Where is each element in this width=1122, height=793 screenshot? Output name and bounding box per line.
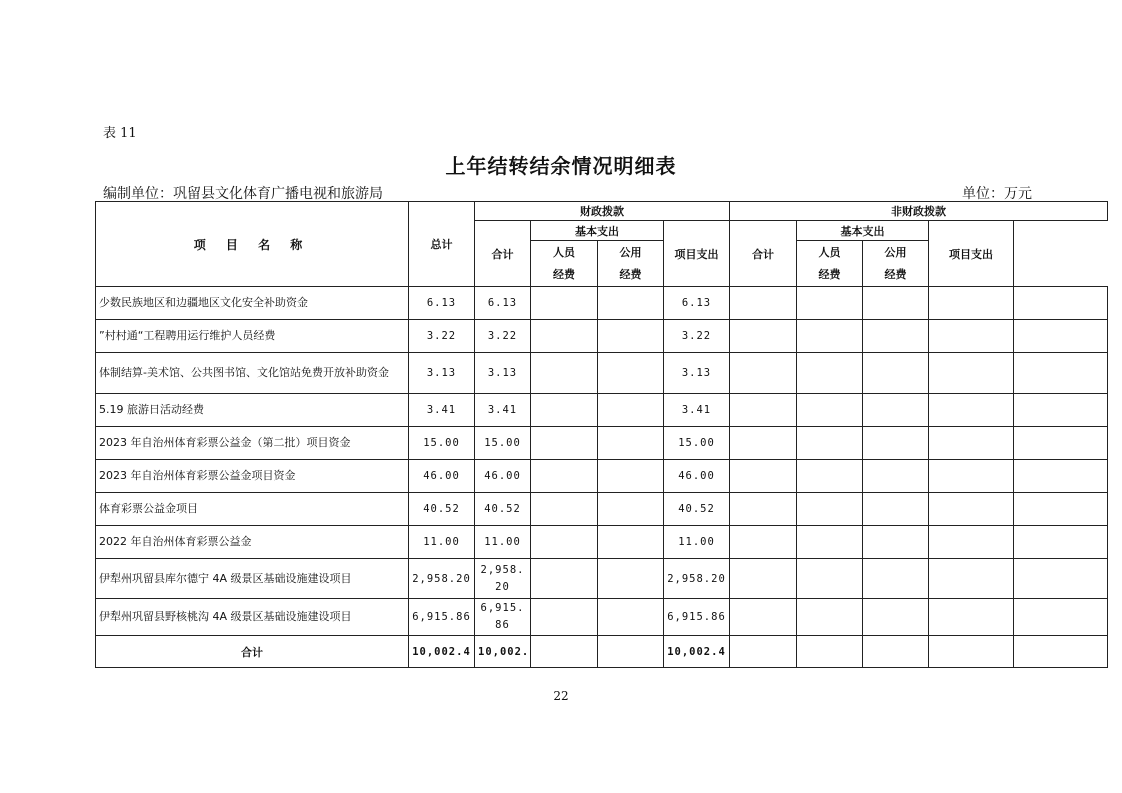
- compiling-unit: 编制单位：巩留县文化体育广播电视和旅游局: [103, 186, 383, 202]
- row-sum: 15.00: [475, 427, 531, 460]
- row-project: 3.41: [664, 394, 730, 427]
- row-total: 2,958.20: [409, 559, 475, 599]
- row-total: 15.00: [409, 427, 475, 460]
- row-sum: 46.00: [475, 460, 531, 493]
- row-total: 6,915.86: [409, 599, 475, 636]
- row-sum: 3.22: [475, 320, 531, 353]
- document-title: 上年结转结余情况明细表: [445, 154, 677, 178]
- row-name: 体制结算-美术馆、公共图书馆、文化馆站免费开放补助资金: [96, 353, 409, 394]
- header-nonfiscal: 非财政拨款: [730, 202, 1108, 221]
- row-project: 11.00: [664, 526, 730, 559]
- header-nonfiscal-basic: 基本支出: [797, 221, 929, 241]
- row-sum: 3.41: [475, 394, 531, 427]
- row-project: 3.22: [664, 320, 730, 353]
- table-row: [96, 559, 1108, 599]
- header-fiscal-project: 项目支出: [664, 221, 730, 287]
- carryover-table: [95, 201, 1108, 668]
- table-row: [96, 599, 1108, 636]
- header-fiscal-public: 公用 经费: [598, 241, 664, 287]
- row-sum: 6.13: [475, 287, 531, 320]
- row-total: 46.00: [409, 460, 475, 493]
- row-total: 3.22: [409, 320, 475, 353]
- row-total: 6.13: [409, 287, 475, 320]
- row-name: 伊犁州巩留县野核桃沟 4A 级景区基础设施建设项目: [96, 599, 409, 636]
- header-nonfiscal-public: 公用 经费: [863, 241, 929, 287]
- total-total: 10,002.4: [409, 636, 475, 668]
- row-sum: 11.00: [475, 526, 531, 559]
- row-name: ”村村通“工程聘用运行维护人员经费: [96, 320, 409, 353]
- row-total: 3.13: [409, 353, 475, 394]
- table-row: [96, 287, 1108, 320]
- table-number: 表 11: [103, 126, 137, 141]
- row-name: 少数民族地区和边疆地区文化安全补助资金: [96, 287, 409, 320]
- row-name: 伊犁州巩留县库尔德宁 4A 级景区基础设施建设项目: [96, 559, 409, 599]
- total-row: [96, 636, 1108, 668]
- header-total: 总计: [409, 202, 475, 287]
- table-row: [96, 460, 1108, 493]
- total-project: 10,002.4: [664, 636, 730, 668]
- row-name: 2022 年自治州体育彩票公益金: [96, 526, 409, 559]
- header-fiscal-sum: 合计: [475, 221, 531, 287]
- row-total: 3.41: [409, 394, 475, 427]
- table-row: [96, 394, 1108, 427]
- header-fiscal-basic: 基本支出: [531, 221, 664, 241]
- row-project: 2,958.20: [664, 559, 730, 599]
- row-project: 6,915.86: [664, 599, 730, 636]
- row-project: 3.13: [664, 353, 730, 394]
- table-row: [96, 427, 1108, 460]
- row-name: 5.19 旅游日活动经费: [96, 394, 409, 427]
- header-project-name: 项 目 名 称: [96, 202, 409, 287]
- row-sum: 3.13: [475, 353, 531, 394]
- header-nonfiscal-sum: 合计: [730, 221, 797, 287]
- table-row: [96, 353, 1108, 394]
- row-name: 体育彩票公益金项目: [96, 493, 409, 526]
- row-project: 40.52: [664, 493, 730, 526]
- row-project: 15.00: [664, 427, 730, 460]
- header-row-1: [96, 202, 1108, 221]
- row-name: 2023 年自治州体育彩票公益金项目资金: [96, 460, 409, 493]
- table-row: [96, 526, 1108, 559]
- row-total: 40.52: [409, 493, 475, 526]
- row-total: 11.00: [409, 526, 475, 559]
- header-fiscal-staff: 人员 经费: [531, 241, 598, 287]
- header-fiscal: 财政拨款: [475, 202, 730, 221]
- total-label: 合计: [96, 636, 409, 668]
- total-sum: 10,002.: [475, 636, 531, 668]
- table-row: [96, 493, 1108, 526]
- row-sum: 2,958.20: [475, 559, 531, 599]
- page-number: 22: [553, 689, 569, 703]
- row-name: 2023 年自治州体育彩票公益金（第二批）项目资金: [96, 427, 409, 460]
- table-row: [96, 320, 1108, 353]
- currency-unit: 单位：万元: [962, 186, 1032, 202]
- row-project: 6.13: [664, 287, 730, 320]
- row-sum: 40.52: [475, 493, 531, 526]
- row-sum: 6,915.86: [475, 599, 531, 636]
- header-nonfiscal-project: 项目支出: [929, 221, 1014, 287]
- header-nonfiscal-staff: 人员 经费: [797, 241, 863, 287]
- row-project: 46.00: [664, 460, 730, 493]
